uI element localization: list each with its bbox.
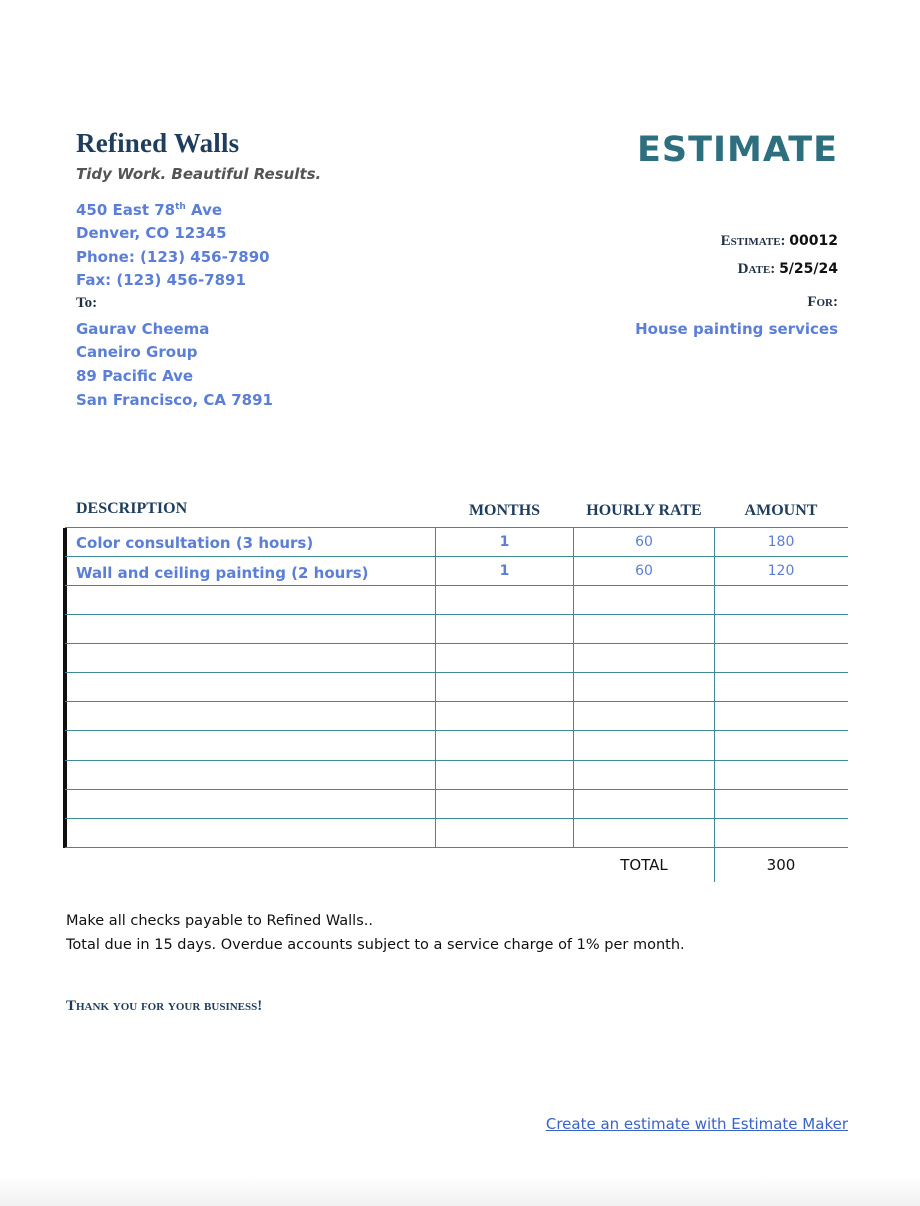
document-title: ESTIMATE <box>637 130 838 170</box>
row-2-description: Wall and ceiling painting (2 hours) <box>76 564 369 582</box>
row-1-description: Color consultation (3 hours) <box>76 534 314 552</box>
terms-note: Total due in 15 days. Overdue accounts subject to a service charge of 1% per month. <box>66 937 685 953</box>
street-ordinal-suffix: th <box>175 202 186 212</box>
table-line <box>65 527 848 528</box>
company-address-city: Denver, CO 12345 <box>76 224 227 242</box>
row-2-amount: 120 <box>767 563 795 579</box>
table-column-divider <box>714 527 715 882</box>
date-label: Date: <box>737 261 776 277</box>
street-number-text: 450 East 78 <box>76 201 176 219</box>
date-row <box>738 261 838 278</box>
header-amount: AMOUNT <box>744 502 818 519</box>
row-1-rate: 60 <box>635 534 653 550</box>
thank-you-note: Thank you for your business! <box>66 998 263 1014</box>
recipient-city: San Francisco, CA 7891 <box>76 391 273 409</box>
table-line <box>65 789 848 790</box>
header-description: DESCRIPTION <box>76 500 188 517</box>
row-1-months: 1 <box>499 534 510 550</box>
company-fax: Fax: (123) 456-7891 <box>76 271 246 289</box>
estimate-number-label: Estimate: <box>720 233 786 249</box>
header-hourly-rate: HOURLY RATE <box>586 502 702 519</box>
recipient-company: Caneiro Group <box>76 343 198 361</box>
to-label: To: <box>76 295 98 311</box>
total-label: TOTAL <box>620 856 668 874</box>
estimate-number-row <box>721 233 838 250</box>
header-months: MONTHS <box>468 502 541 519</box>
row-1-amount: 180 <box>767 534 795 550</box>
for-label: For: <box>807 294 838 310</box>
company-phone: Phone: (123) 456-7890 <box>76 248 270 266</box>
company-name: Refined Walls <box>76 128 240 158</box>
checks-payable-note: Make all checks payable to Refined Walls.. <box>66 913 373 929</box>
estimate-maker-link[interactable]: Create an estimate with Estimate Maker <box>545 1115 848 1133</box>
table-line <box>65 760 848 761</box>
total-value: 300 <box>766 856 796 874</box>
table-line <box>65 701 848 702</box>
recipient-street: 89 Pacific Ave <box>76 367 194 385</box>
recipient-name: Gaurav Cheema <box>76 320 210 338</box>
table-line <box>65 818 848 819</box>
company-address-street <box>76 201 222 220</box>
table-left-border <box>63 528 67 848</box>
table-line <box>65 672 848 673</box>
row-2-months: 1 <box>499 563 510 579</box>
table-line <box>65 847 848 848</box>
page-bottom-edge <box>0 1176 920 1206</box>
estimate-number-value: 00012 <box>789 233 838 249</box>
street-suffix-text: Ave <box>185 201 223 219</box>
for-description: House painting services <box>635 320 838 338</box>
table-line <box>65 614 848 615</box>
table-line <box>65 730 848 731</box>
table-line <box>65 585 848 586</box>
company-slogan: Tidy Work. Beautiful Results. <box>76 165 322 183</box>
date-value: 5/25/24 <box>779 261 838 277</box>
table-line <box>65 643 848 644</box>
row-2-rate: 60 <box>635 563 653 579</box>
table-line <box>65 556 848 557</box>
